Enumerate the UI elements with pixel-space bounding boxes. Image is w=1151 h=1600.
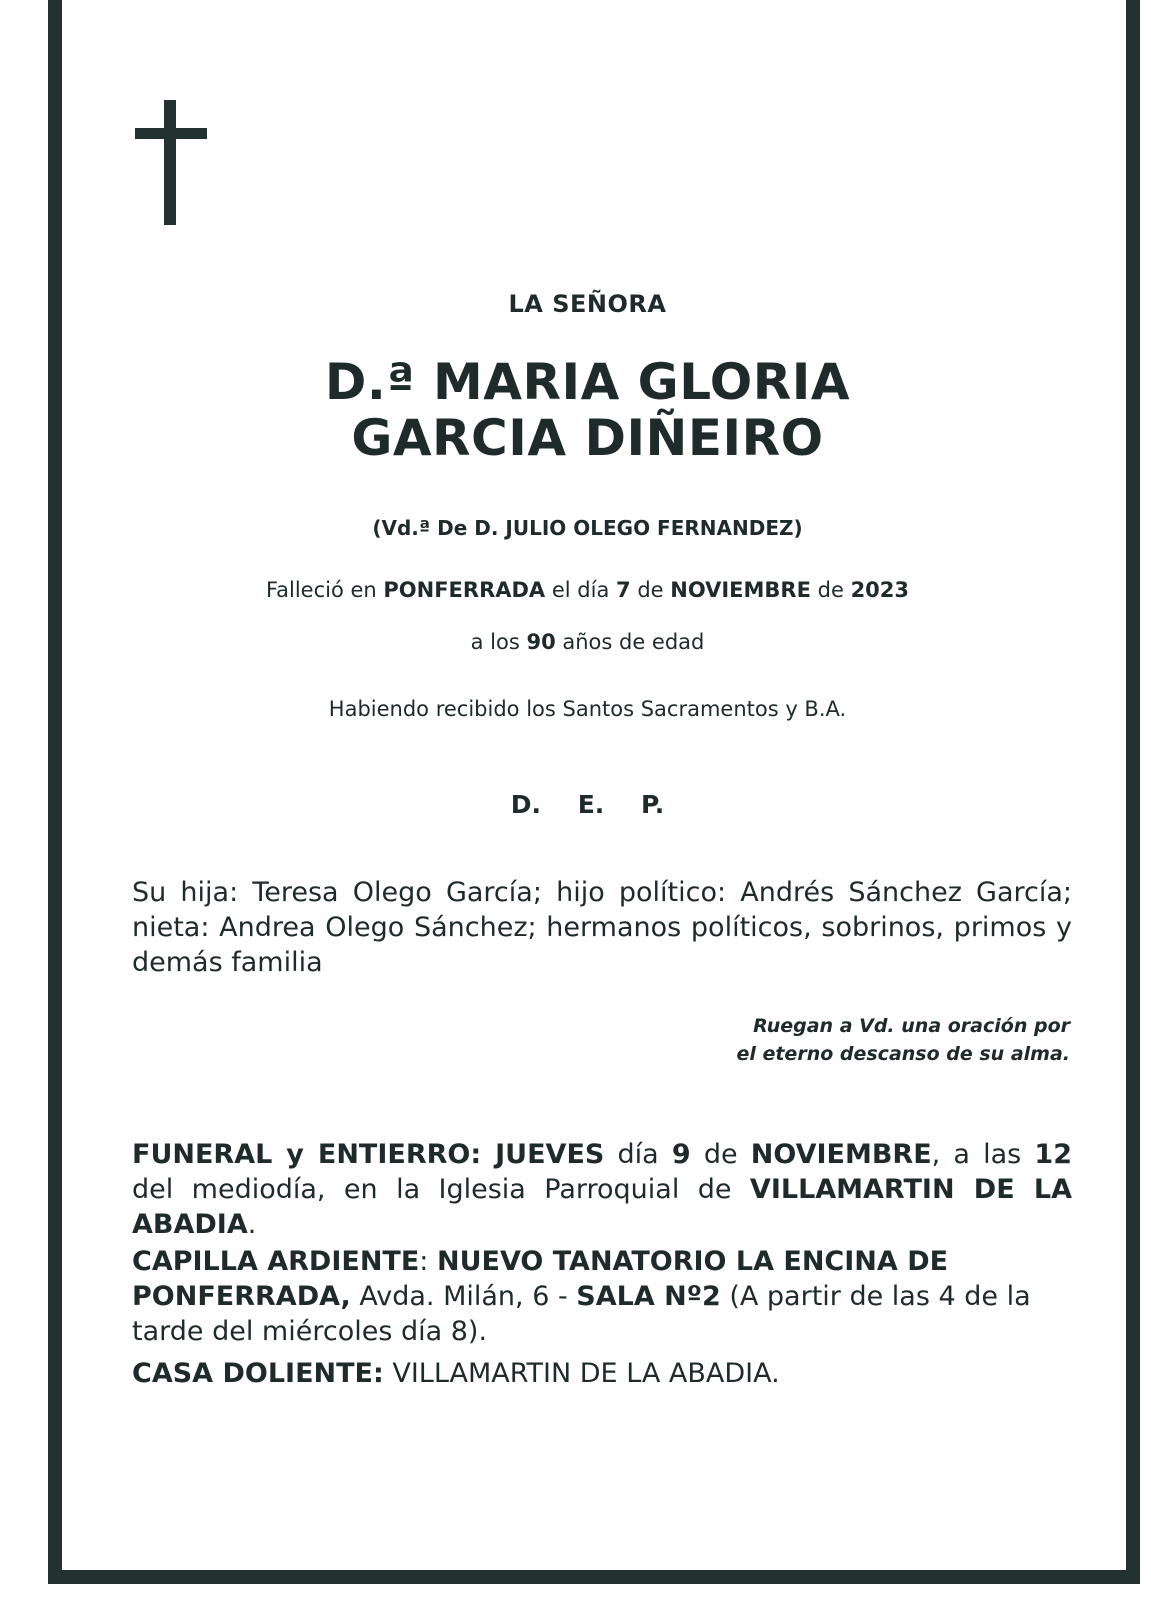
chapel-place: NUEVO TANATORIO LA ENCINA DE PONFERRADA, (132, 1246, 949, 1312)
age-text: a los (470, 630, 527, 654)
age-statement (120, 630, 1055, 654)
prayer-request (640, 1012, 1070, 1068)
funeral-info (132, 1137, 1072, 1242)
mourning-house-value: VILLAMARTIN DE LA ABADIA. (383, 1358, 780, 1389)
family-list: Su hija: Teresa Olego García; hijo político: Andrés Sánchez García; nieta: Andrea Olego Sánchez; hermanos políticos, sobrinos, primos y demás familia (132, 877, 1072, 978)
deceased-name (120, 354, 1055, 466)
death-text: de (810, 578, 851, 602)
chapel-note: (A partir de las 4 de la tarde del miércoles día 8). (132, 1281, 1031, 1347)
death-text: de (630, 578, 671, 602)
deceased-name-line2: GARCIA DIÑEIRO (351, 409, 824, 467)
prayer-line2: el eterno descanso de su alma. (736, 1043, 1070, 1065)
funeral-text: del mediodía, en la Iglesia Parroquial de (132, 1174, 750, 1205)
funeral-text: de (690, 1139, 751, 1170)
death-month: NOVIEMBRE (670, 578, 811, 602)
death-place: PONFERRADA (383, 578, 546, 602)
mourning-house-info (132, 1356, 1072, 1391)
age-value: 90 (526, 630, 556, 654)
chapel-text: : (419, 1246, 437, 1277)
death-statement (120, 578, 1055, 602)
mourning-house-label: CASA DOLIENTE: (132, 1358, 384, 1389)
funeral-text: , a las (931, 1139, 1035, 1170)
death-text: Falleció en (265, 578, 384, 602)
deceased-name-line1: D.ª MARIA GLORIA (324, 353, 851, 411)
death-text: el día (545, 578, 617, 602)
funeral-text: día (604, 1139, 672, 1170)
funeral-month: NOVIEMBRE (750, 1139, 932, 1170)
chapel-label: CAPILLA ARDIENTE (132, 1246, 420, 1277)
age-text: años de edad (555, 630, 705, 654)
funeral-label: FUNERAL y ENTIERRO: JUEVES (132, 1139, 605, 1170)
death-year: 2023 (850, 578, 910, 602)
chapel-address: Avda. Milán, 6 - (350, 1281, 577, 1312)
title-la-senora: LA SEÑORA (508, 290, 667, 318)
widow-note: (Vd.ª De D. JULIO OLEGO FERNANDEZ) (372, 516, 803, 540)
funeral-place: VILLAMARTIN DE LA ABADIA (132, 1174, 1072, 1240)
prayer-line1: Ruegan a Vd. una oración por (753, 1015, 1070, 1037)
sacraments-note: Habiendo recibido los Santos Sacramentos y B.A. (328, 697, 847, 721)
chapel-room: SALA Nº2 (576, 1281, 721, 1312)
funeral-day: 9 (671, 1139, 691, 1170)
funeral-text: . (247, 1209, 257, 1240)
chapel-info (132, 1244, 1072, 1349)
funeral-hour: 12 (1034, 1139, 1072, 1170)
dep-abbreviation: D. E. P. (510, 790, 665, 819)
death-day: 7 (616, 578, 631, 602)
